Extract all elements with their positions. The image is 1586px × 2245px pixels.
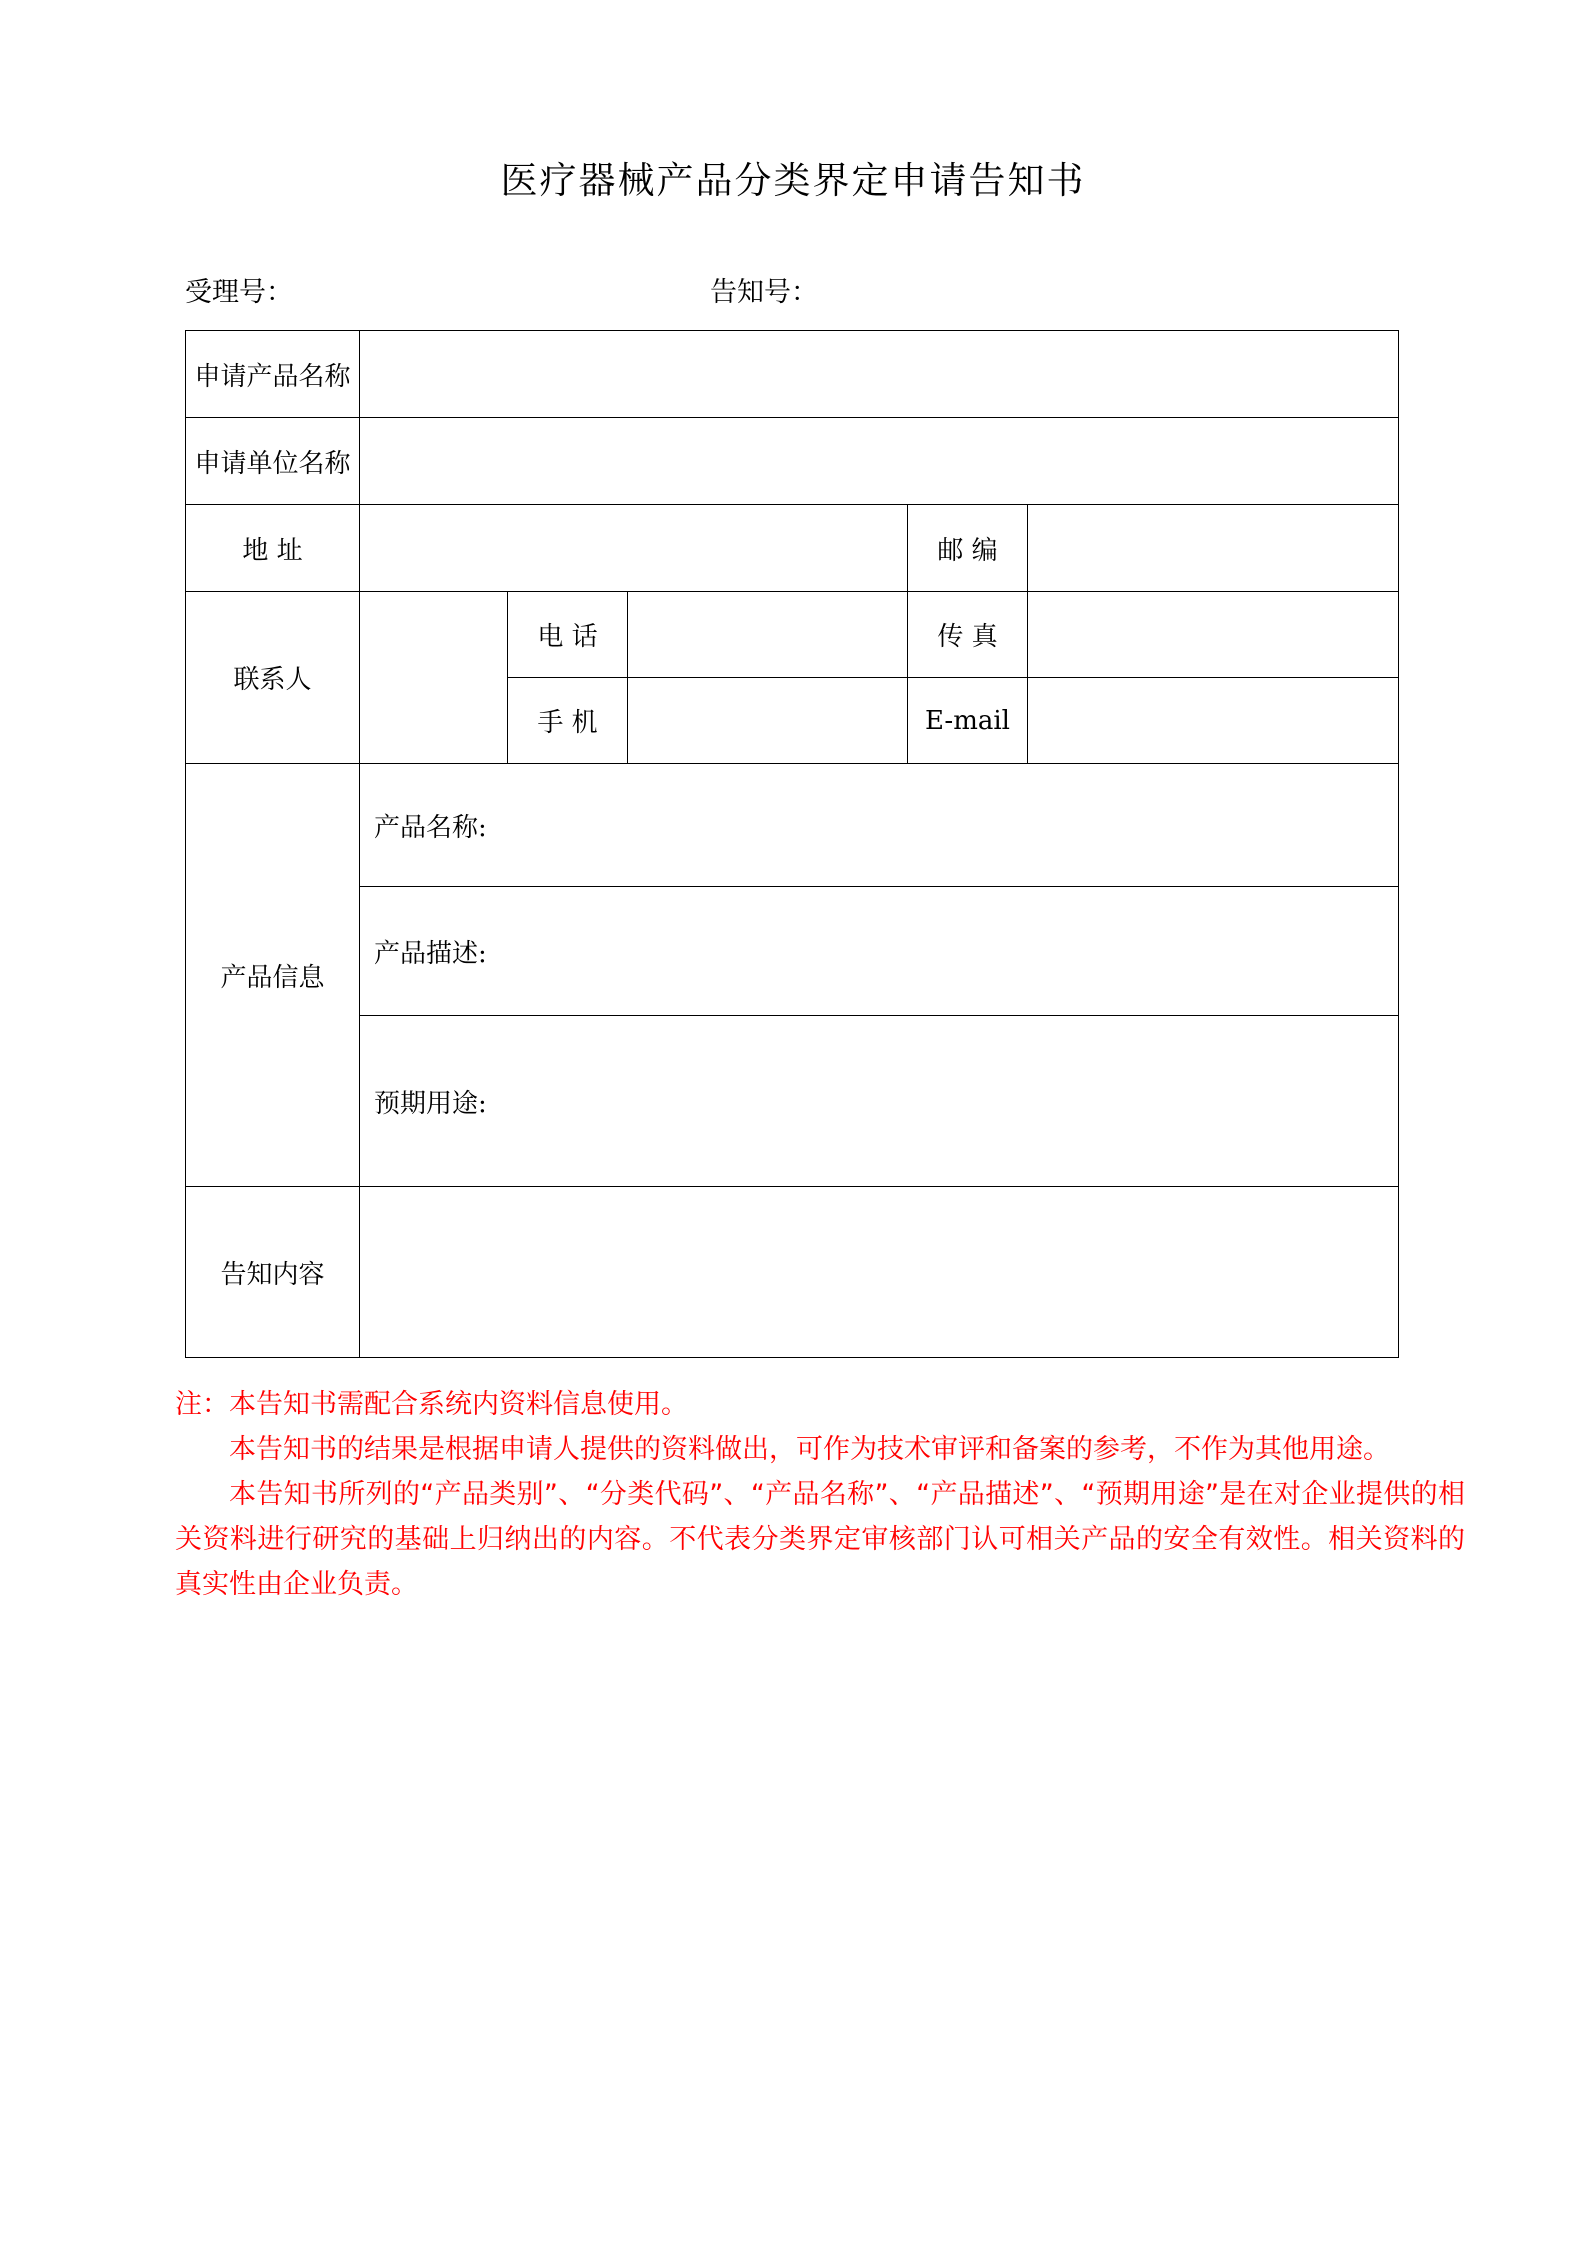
table-row-info-product-desc xyxy=(186,887,1399,1016)
notice-content-value[interactable] xyxy=(360,1187,1399,1358)
contact-person-label: 联系人 xyxy=(186,592,360,764)
address-value[interactable] xyxy=(360,505,908,592)
notice-number-label: 告知号： xyxy=(710,277,818,308)
table-row-info-intended-use xyxy=(186,1016,1399,1187)
page-title: 医疗器械产品分类界定申请告知书 xyxy=(500,159,1086,202)
acceptance-number-label: 受理号： xyxy=(185,277,293,308)
product-info-label: 产品信息 xyxy=(186,764,360,1187)
info-product-name-label: 产品名称: xyxy=(374,812,487,843)
application-form-table xyxy=(185,330,1399,1358)
info-product-desc-label: 产品描述: xyxy=(374,938,487,969)
table-row-address xyxy=(186,505,1399,592)
note-line-1: 注：本告知书需配合系统内资料信息使用。 xyxy=(175,1389,688,1420)
fax-value[interactable] xyxy=(1028,592,1399,678)
header-numbers-row xyxy=(185,270,1398,310)
info-intended-use-cell[interactable] xyxy=(360,1016,1399,1187)
email-value[interactable] xyxy=(1028,678,1399,764)
table-row-contact-phone xyxy=(186,592,1399,678)
applicant-unit-label: 申请单位名称 xyxy=(186,418,360,505)
table-row-info-product-name xyxy=(186,764,1399,887)
mobile-label: 手 机 xyxy=(508,678,628,764)
email-label: E-mail xyxy=(908,678,1028,764)
note-line-3: 本告知书所列的“产品类别”、“分类代码”、“产品名称”、“产品描述”、“预期用途”是在对企业提供的相关资料进行研究的基础上归纳出的内容。不代表分类界定审核部门认可相关产品的安全有效性。相关资料的真实性由企业负责。 xyxy=(175,1479,1465,1600)
product-name-label: 申请产品名称 xyxy=(186,331,360,418)
applicant-unit-value[interactable] xyxy=(360,418,1399,505)
note-line-2: 本告知书的结果是根据申请人提供的资料做出，可作为技术审评和备案的参考，不作为其他用途。 xyxy=(229,1434,1390,1465)
phone-value[interactable] xyxy=(628,592,908,678)
table-row-product-name xyxy=(186,331,1399,418)
info-product-desc-cell[interactable] xyxy=(360,887,1399,1016)
mobile-value[interactable] xyxy=(628,678,908,764)
info-intended-use-label: 预期用途: xyxy=(374,1088,487,1119)
notice-content-label: 告知内容 xyxy=(186,1187,360,1358)
phone-label: 电 话 xyxy=(508,592,628,678)
table-row-applicant-unit xyxy=(186,418,1399,505)
address-label: 地 址 xyxy=(186,505,360,592)
fax-label: 传 真 xyxy=(908,592,1028,678)
info-product-name-cell[interactable] xyxy=(360,764,1399,887)
postcode-label: 邮 编 xyxy=(908,505,1028,592)
contact-person-value[interactable] xyxy=(360,592,508,764)
postcode-value[interactable] xyxy=(1028,505,1399,592)
footer-notes xyxy=(175,1382,1465,1607)
product-name-value[interactable] xyxy=(360,331,1399,418)
table-row-notice-content xyxy=(186,1187,1399,1358)
